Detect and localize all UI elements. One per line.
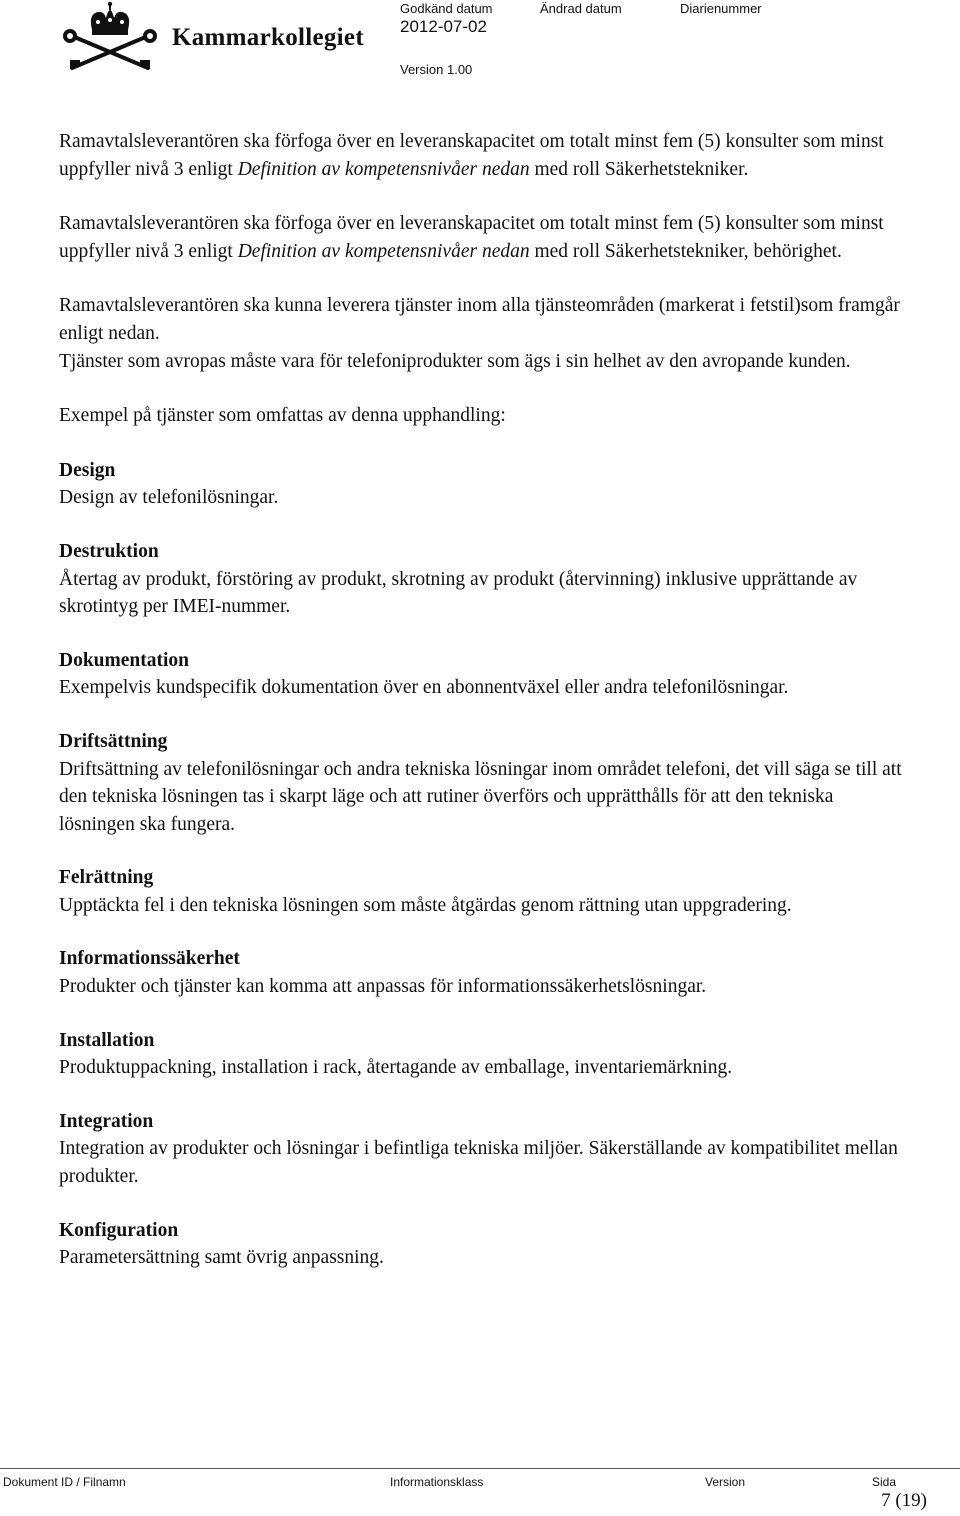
section-title: Konfiguration bbox=[59, 1219, 179, 1241]
service-section bbox=[59, 1108, 909, 1191]
paragraph-3: Ramavtalsleverantören ska kunna leverera tjänster inom alla tjänsteområden (markerat i fetstil)som framgår enligt nedan. bbox=[59, 295, 900, 344]
changed-date-label: Ändrad datum bbox=[540, 1, 622, 16]
footer-divider bbox=[0, 1468, 960, 1469]
section-text: Exempelvis kundspecifik dokumentation över en abonnentväxel eller andra telefonilösningar. bbox=[59, 677, 789, 699]
paragraph-1-end: med roll Säkerhetstekniker. bbox=[529, 158, 749, 180]
paragraph-1-text: Ramavtalsleverantören ska förfoga över en leveranskapacitet om totalt minst fem (5) konsulter som minst uppfyller nivå 3 enligt bbox=[59, 131, 884, 180]
crown-crest-icon bbox=[58, 0, 170, 72]
section-text: Återtag av produkt, förstöring av produkt, skrotning av produkt (återvinning) inklusive upprättande av skrotintyg per IMEI-nummer. bbox=[59, 568, 858, 618]
section-text: Produkter och tjänster kan komma att anpassas för informationssäkerhetslösningar. bbox=[59, 976, 707, 998]
version-label: Version 1.00 bbox=[400, 62, 473, 77]
service-section bbox=[59, 457, 909, 512]
kammarkollegiet-logo bbox=[58, 0, 388, 72]
section-title: Destruktion bbox=[59, 540, 159, 562]
section-text: Produktuppackning, installation i rack, återtagande av emballage, inventariemärkning. bbox=[59, 1057, 733, 1079]
page-header bbox=[0, 0, 960, 90]
section-title: Felrättning bbox=[59, 867, 154, 889]
definition-reference: Definition av kompetensnivåer nedan bbox=[237, 158, 530, 180]
section-text: Integration av produkter och lösningar i befintliga tekniska miljöer. Säkerställande av kompatibilitet mellan produkter. bbox=[59, 1138, 898, 1188]
page-number: 7 (19) bbox=[881, 1490, 927, 1511]
approved-date-value: 2012-07-02 bbox=[400, 17, 487, 36]
service-section bbox=[59, 1217, 909, 1272]
logo-wordmark: Kammarkollegiet bbox=[172, 24, 364, 51]
paragraph-5: Exempel på tjänster som omfattas av denna upphandling: bbox=[59, 405, 506, 427]
section-text: Driftsättning av telefonilösningar och andra tekniska lösningar inom området telefoni, det vill säga se till att den tekniska lösningen tas i skarpt läge och att rutiner överförs och upprätthålls för att den tekniska lösningen ska fungera. bbox=[59, 758, 902, 835]
page-footer bbox=[0, 1468, 960, 1516]
section-title: Installation bbox=[59, 1029, 155, 1051]
page-label: Sida bbox=[872, 1475, 897, 1489]
paragraph-2-text: Ramavtalsleverantören ska förfoga över en leveranskapacitet om totalt minst fem (5) konsulter som minst uppfyller nivå 3 enligt bbox=[59, 213, 884, 262]
service-section bbox=[59, 1027, 909, 1082]
service-section bbox=[59, 538, 909, 621]
service-section bbox=[59, 728, 909, 838]
section-title: Driftsättning bbox=[59, 730, 168, 752]
definition-reference: Definition av kompetensnivåer nedan bbox=[237, 240, 530, 262]
section-text: Parametersättning samt övrig anpassning. bbox=[59, 1247, 384, 1269]
paragraph-2 bbox=[59, 210, 909, 265]
info-class-label: Informationsklass bbox=[390, 1475, 484, 1489]
section-title: Design bbox=[59, 459, 116, 481]
paragraph-1 bbox=[59, 128, 909, 183]
paragraph-2-end: med roll Säkerhetstekniker, behörighet. bbox=[529, 240, 842, 262]
service-section bbox=[59, 647, 909, 702]
service-section bbox=[59, 864, 909, 919]
approved-date-label: Godkänd datum bbox=[400, 1, 493, 16]
footer-version-label: Version bbox=[705, 1475, 746, 1489]
section-title: Informationssäkerhet bbox=[59, 948, 240, 970]
section-title: Integration bbox=[59, 1110, 154, 1132]
section-title: Dokumentation bbox=[59, 649, 190, 671]
paragraph-4: Tjänster som avropas måste vara för telefoniprodukter som ägs i sin helhet av den avropande kunden. bbox=[59, 350, 851, 372]
section-text: Design av telefonilösningar. bbox=[59, 487, 279, 509]
service-section bbox=[59, 945, 909, 1000]
diary-number-label: Diarienummer bbox=[680, 1, 762, 16]
section-text: Upptäckta fel i den tekniska lösningen som måste åtgärdas genom rättning utan uppgradering. bbox=[59, 894, 792, 916]
doc-id-label: Dokument ID / Filnamn bbox=[3, 1475, 126, 1489]
document-body bbox=[59, 128, 909, 1298]
